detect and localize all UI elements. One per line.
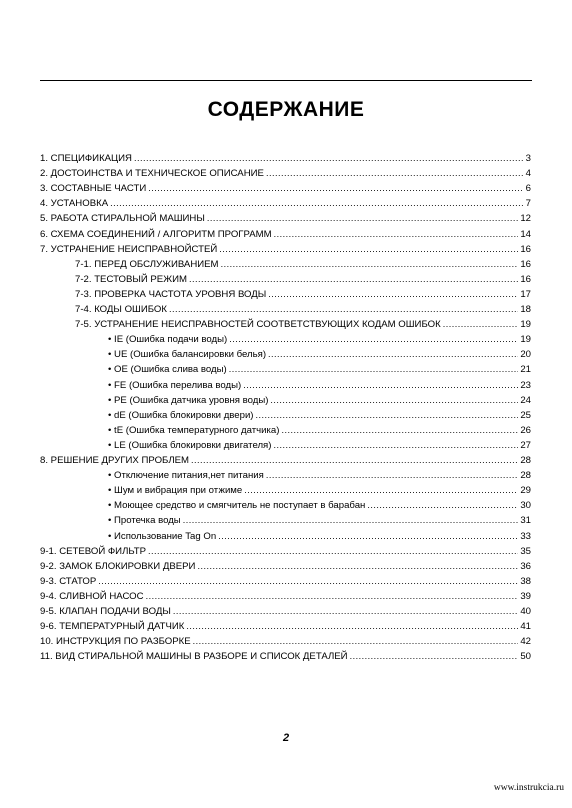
toc-entry-page: 18 xyxy=(520,304,531,315)
toc-entry-page: 16 xyxy=(520,243,531,255)
toc-entry-page: 19 xyxy=(520,319,531,331)
toc-entry[interactable] xyxy=(108,346,531,360)
toc-leader-dots xyxy=(367,500,518,511)
toc-leader-dots xyxy=(169,304,518,315)
toc-entry[interactable] xyxy=(40,195,531,209)
toc-entry-label: • Протечка воды xyxy=(108,515,181,527)
toc-entry-page: 50 xyxy=(520,651,531,663)
toc-entry[interactable] xyxy=(40,543,531,557)
toc-leader-dots xyxy=(186,621,518,632)
toc-entry-page: 17 xyxy=(520,288,531,300)
toc-leader-dots xyxy=(148,183,523,194)
toc-entry[interactable] xyxy=(40,165,531,179)
toc-entry-label: 7-2. ТЕСТОВЫЙ РЕЖИМ xyxy=(75,273,187,285)
toc-entry[interactable] xyxy=(108,422,531,436)
toc-leader-dots xyxy=(229,364,519,375)
toc-leader-dots xyxy=(193,636,519,647)
toc-entry-label: 9-4. СЛИВНОЙ НАСОС xyxy=(40,590,144,602)
toc-leader-dots xyxy=(218,531,518,542)
toc-entry-page: 28 xyxy=(520,470,531,482)
toc-leader-dots xyxy=(197,561,518,572)
toc-entry-page: 14 xyxy=(520,228,531,240)
toc-entry[interactable] xyxy=(108,361,531,375)
toc-leader-dots xyxy=(270,395,518,406)
toc-leader-dots xyxy=(110,198,524,209)
toc-leader-dots xyxy=(443,319,519,330)
toc-entry-label: 9-5. КЛАПАН ПОДАЧИ ВОДЫ xyxy=(40,606,171,617)
toc-entry-page: 41 xyxy=(520,621,531,633)
toc-entry-label: 6. СХЕМА СОЕДИНЕНИЙ / АЛГОРИТМ ПРОГРАММ xyxy=(40,228,272,240)
toc-entry-page: 26 xyxy=(520,424,531,436)
toc-entry-label: • Отключение питания,нет питания xyxy=(108,470,264,482)
toc-entry[interactable] xyxy=(75,256,531,270)
toc-leader-dots xyxy=(207,213,518,224)
toc-leader-dots xyxy=(221,259,519,270)
toc-entry[interactable] xyxy=(108,482,531,496)
toc-leader-dots xyxy=(256,410,519,421)
toc-entry-page: 42 xyxy=(520,636,531,648)
toc-leader-dots xyxy=(266,470,518,481)
toc-entry[interactable] xyxy=(108,528,531,542)
toc-entry-label: 3. СОСТАВНЫЕ ЧАСТИ xyxy=(40,183,147,195)
toc-entry-label: 7. УСТРАНЕНИЕ НЕИСПРАВНОЙСТЕЙ xyxy=(40,243,218,255)
toc-entry[interactable] xyxy=(40,150,531,164)
toc-entry[interactable] xyxy=(108,331,531,345)
toc-leader-dots xyxy=(266,168,524,179)
toc-entry-label: • Моющее средство и смягчитель не поступает в барабан xyxy=(108,500,366,512)
toc-entry[interactable] xyxy=(40,618,531,632)
toc-entry[interactable] xyxy=(40,573,531,587)
toc-entry[interactable] xyxy=(108,512,531,526)
toc-entry-label: 2. ДОСТОИНСТВА И ТЕХНИЧЕСКОЕ ОПИСАНИЕ xyxy=(40,168,264,180)
toc-entry-label: 11. ВИД СТИРАЛЬНОЙ МАШИНЫ В РАЗБОРЕ И СПИСОК ДЕТАЛЕЙ xyxy=(40,651,348,663)
toc-entry-label: 9-2. ЗАМОК БЛОКИРОВКИ ДВЕРИ xyxy=(40,560,196,572)
toc-entry-label: 1. СПЕЦИФИКАЦИЯ xyxy=(40,153,132,164)
toc-entry[interactable] xyxy=(40,226,531,240)
toc-entry-label: • OE (Ошибка слива воды) xyxy=(108,364,227,376)
toc-entry-page: 21 xyxy=(520,364,531,376)
toc-leader-dots xyxy=(183,515,519,526)
toc-entry[interactable] xyxy=(108,392,531,406)
toc-entry[interactable] xyxy=(40,633,531,647)
toc-entry-label: 9-3. СТАТОР xyxy=(40,575,97,587)
toc-entry-page: 35 xyxy=(520,545,531,557)
toc-entry-page: 7 xyxy=(525,198,531,210)
toc-entry-label: • dE (Ошибка блокировки двери) xyxy=(108,409,254,421)
toc-entry-page: 3 xyxy=(525,153,531,164)
toc-entry-label: 10. ИНСТРУКЦИЯ ПО РАЗБОРКЕ xyxy=(40,636,191,648)
toc-entry-label: • Использование Tag On xyxy=(108,530,217,542)
toc-leader-dots xyxy=(173,606,518,617)
toc-entry[interactable] xyxy=(40,452,531,466)
toc-entry[interactable] xyxy=(40,180,531,194)
toc-entry-label: 9-6. ТЕМПЕРАТУРНЫЙ ДАТЧИК xyxy=(40,621,185,633)
toc-entry-label: • FE (Ошибка перелива воды) xyxy=(108,379,242,391)
toc-entry-label: 8. РЕШЕНИЕ ДРУГИХ ПРОБЛЕМ xyxy=(40,455,190,466)
toc-entry-label: 7-1. ПЕРЕД ОБСЛУЖИВАНИЕМ xyxy=(75,258,219,270)
toc-leader-dots xyxy=(191,455,518,466)
toc-leader-dots xyxy=(219,244,518,255)
toc-leader-dots xyxy=(98,576,518,587)
toc-entry-label: 7-3. ПРОВЕРКА ЧАСТОТА УРОВНЯ ВОДЫ xyxy=(75,288,267,300)
toc-entry[interactable] xyxy=(40,210,531,224)
toc-entry-label: 7-4. КОДЫ ОШИБОК xyxy=(75,304,167,315)
toc-entry-label: • IE (Ошибка подачи воды) xyxy=(108,334,228,346)
toc-entry-page: 19 xyxy=(520,334,531,346)
toc-entry-page: 16 xyxy=(520,273,531,285)
toc-leader-dots xyxy=(273,440,518,451)
toc-entry[interactable] xyxy=(40,588,531,602)
toc-entry-page: 12 xyxy=(520,213,531,225)
toc-entry-page: 33 xyxy=(520,530,531,542)
toc-leader-dots xyxy=(244,485,518,496)
toc-entry-page: 20 xyxy=(520,349,531,361)
page-number: 2 xyxy=(282,732,290,744)
toc-entry[interactable] xyxy=(75,316,531,330)
toc-entry-page: 16 xyxy=(520,258,531,270)
toc-leader-dots xyxy=(148,546,518,557)
toc-entry[interactable] xyxy=(108,437,531,451)
toc-entry-label: • tE (Ошибка температурного датчика) xyxy=(108,424,280,436)
toc-entry-page: 4 xyxy=(525,168,531,180)
toc-leader-dots xyxy=(281,425,518,436)
toc-entry-label: • Шум и вибрация при отжиме xyxy=(108,485,243,497)
toc-entry-page: 24 xyxy=(520,394,531,406)
toc-leader-dots xyxy=(268,349,518,360)
toc-leader-dots xyxy=(268,289,518,300)
toc-entry[interactable] xyxy=(40,241,531,255)
toc-leader-dots xyxy=(350,651,519,662)
toc-entry[interactable] xyxy=(108,497,531,511)
toc-leader-dots xyxy=(243,380,518,391)
toc-entry-page: 40 xyxy=(520,606,531,617)
toc-entry-page: 30 xyxy=(520,500,531,512)
toc-entry[interactable] xyxy=(108,407,531,421)
toc-leader-dots xyxy=(134,153,524,164)
page-title: СОДЕРЖАНИЕ xyxy=(207,98,365,121)
header-rule xyxy=(40,80,532,81)
toc-leader-dots xyxy=(146,591,519,602)
toc-entry-label: 9-1. СЕТЕВОЙ ФИЛЬТР xyxy=(40,545,146,557)
toc-entry-label: • LE (Ошибка блокировки двигателя) xyxy=(108,439,272,451)
toc-entry[interactable] xyxy=(108,377,531,391)
toc-entry-label: 4. УСТАНОВКА xyxy=(40,198,109,210)
toc-entry-label: 5. РАБОТА СТИРАЛЬНОЙ МАШИНЫ xyxy=(40,213,205,225)
footer-watermark[interactable]: www.instrukcia.ru xyxy=(493,783,564,793)
toc-entry-label: 7-5. УСТРАНЕНИЕ НЕИСПРАВНОСТЕЙ СООТВЕТСТВУЮЩИХ КОДАМ ОШИБОК xyxy=(75,319,441,331)
toc-entry[interactable] xyxy=(40,648,531,662)
toc-entry-label: • UE (Ошибка балансировки белья) xyxy=(108,349,267,361)
toc-entry-page: 23 xyxy=(520,379,531,391)
toc-leader-dots xyxy=(189,274,518,285)
toc-entry-page: 36 xyxy=(520,560,531,572)
toc-entry[interactable] xyxy=(108,467,531,481)
toc-entry[interactable] xyxy=(75,271,531,285)
toc-entry-page: 38 xyxy=(520,575,531,587)
toc-entry-page: 28 xyxy=(520,455,531,466)
toc-entry-page: 27 xyxy=(520,439,531,451)
toc-leader-dots xyxy=(229,334,518,345)
toc-entry-page: 31 xyxy=(520,515,531,527)
toc-leader-dots xyxy=(274,229,519,240)
toc-entry-page: 29 xyxy=(520,485,531,497)
toc-entry-page: 25 xyxy=(520,409,531,421)
toc-entry-page: 39 xyxy=(520,590,531,602)
toc-entry-label: • PE (Ошибка датчика уровня воды) xyxy=(108,394,269,406)
toc-entry[interactable] xyxy=(75,286,531,300)
toc-entry-page: 6 xyxy=(525,183,531,195)
toc-entry[interactable] xyxy=(40,558,531,572)
toc-entry[interactable] xyxy=(75,301,531,315)
toc-entry[interactable] xyxy=(40,603,531,617)
